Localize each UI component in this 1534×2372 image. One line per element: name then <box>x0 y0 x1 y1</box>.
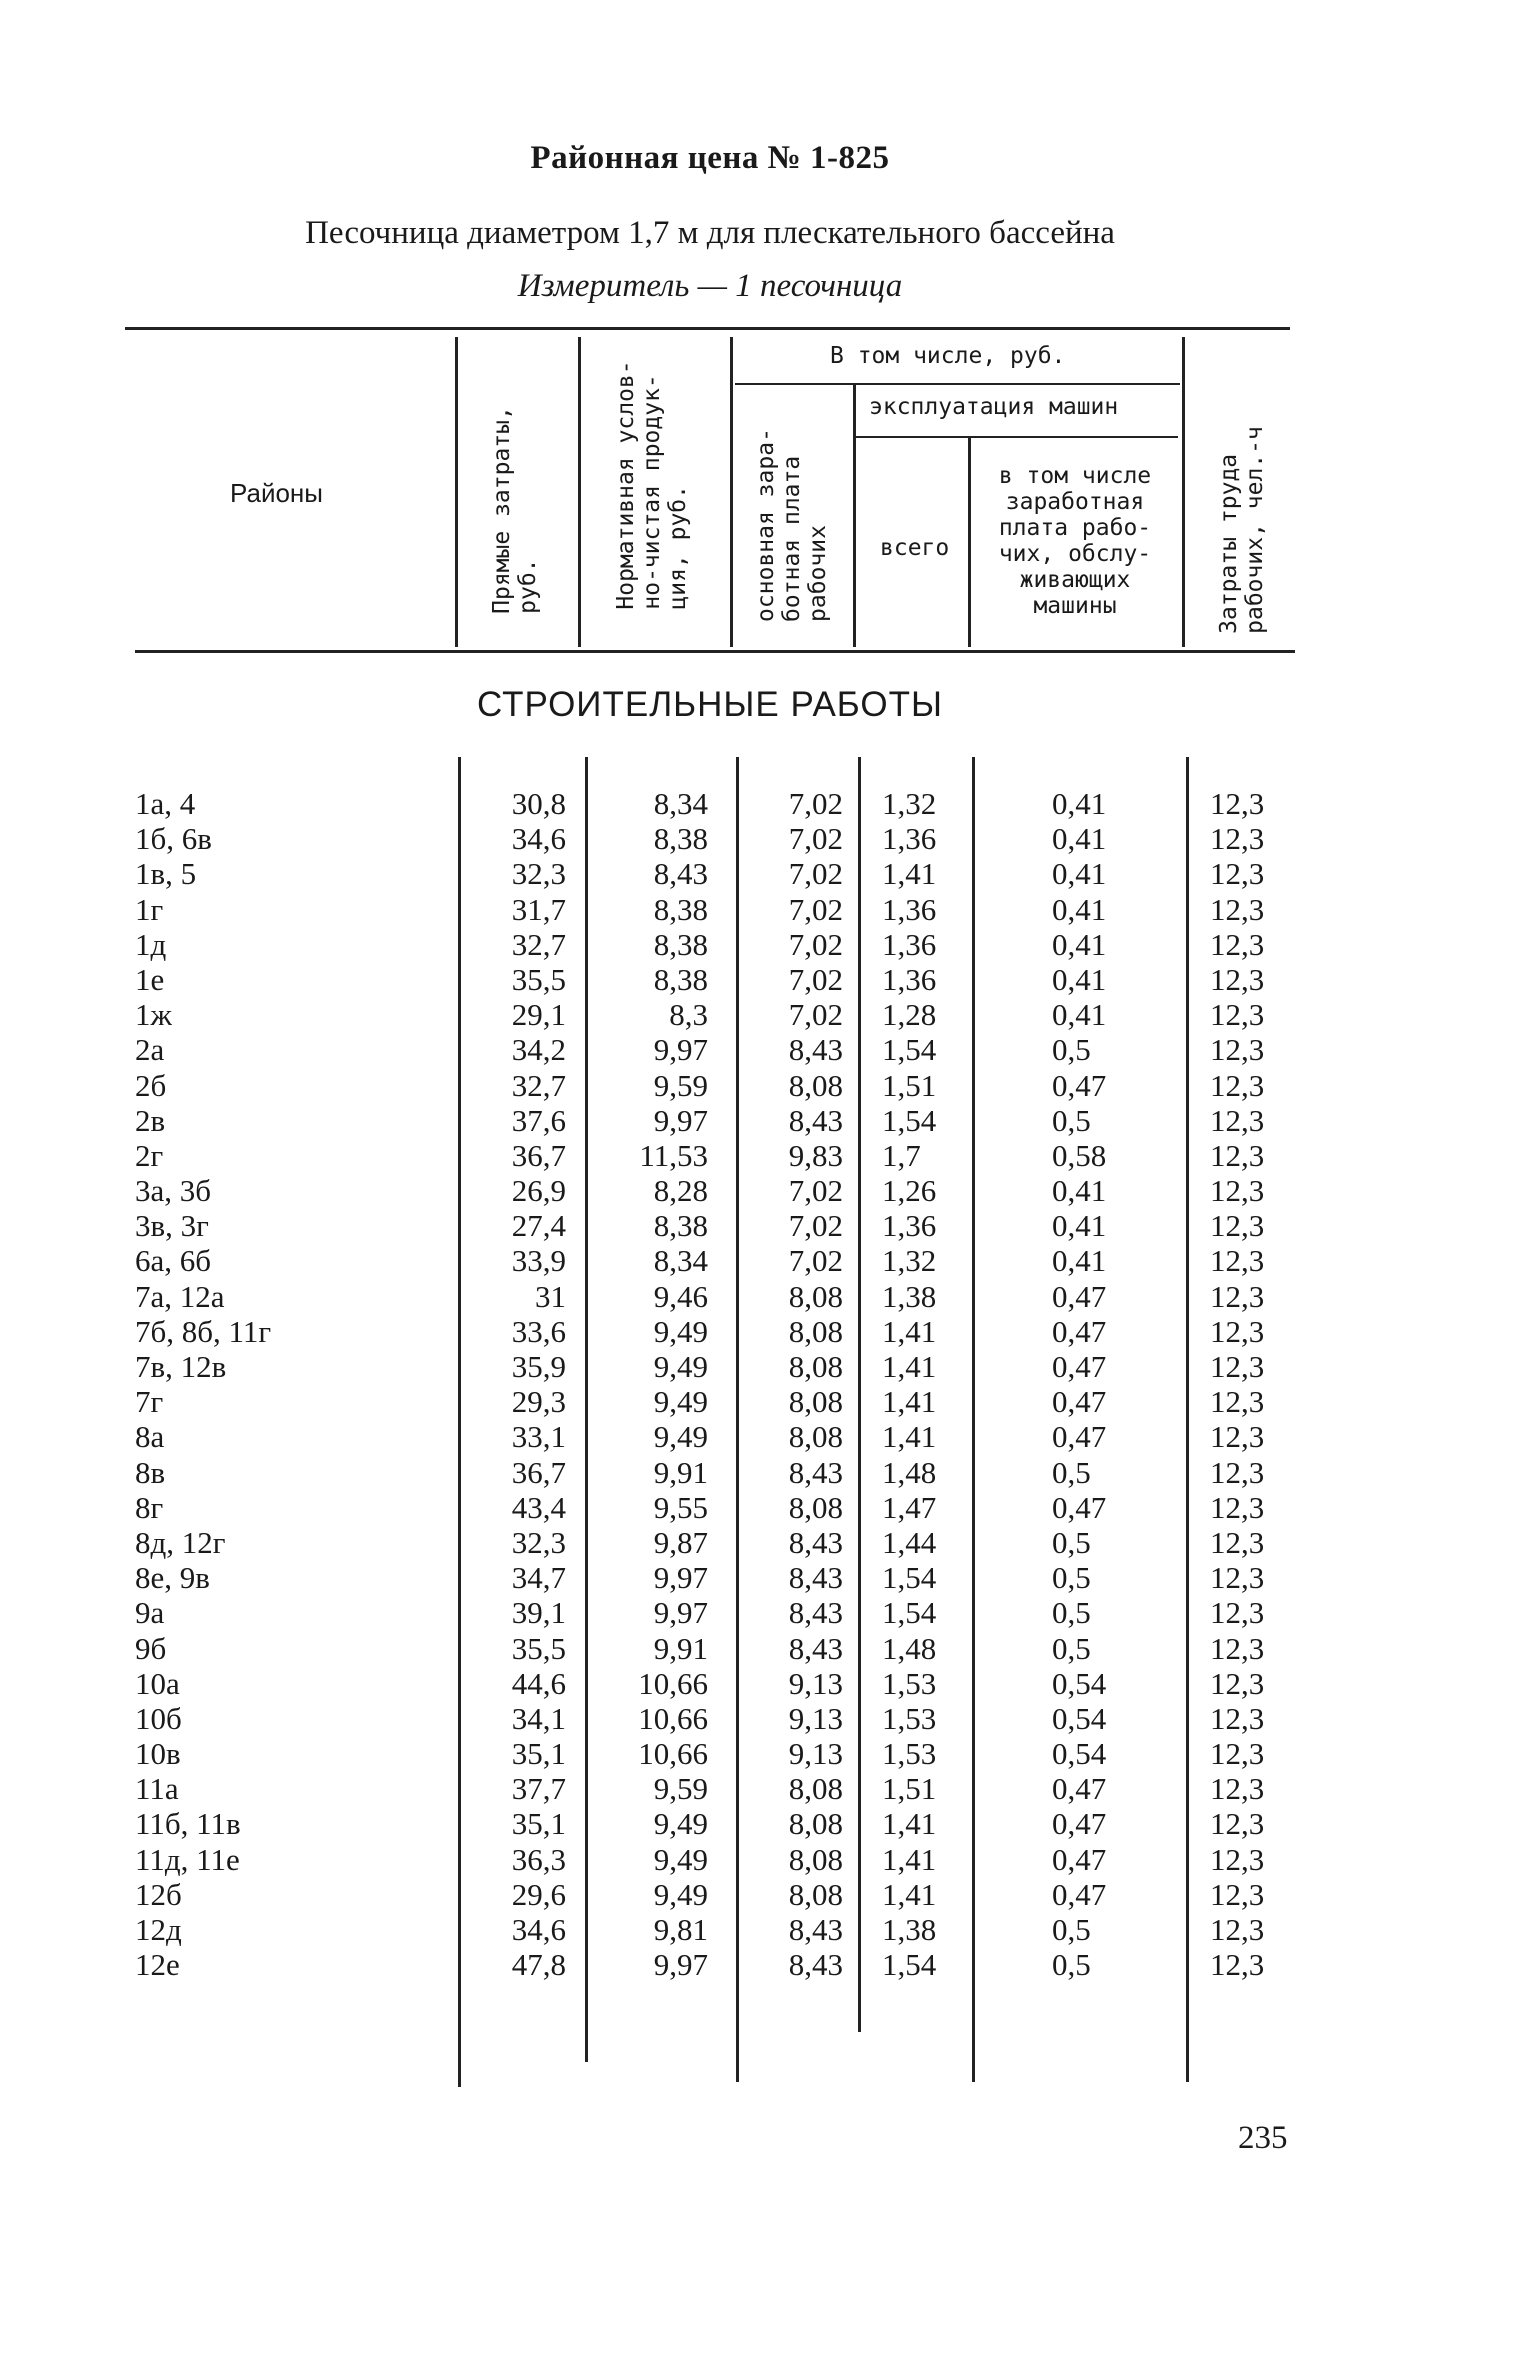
machine-wage-cell: 0,47 <box>1052 1419 1107 1455</box>
machine-wage-cell: 0,5 <box>1052 1630 1091 1666</box>
region-cell: 2б <box>135 1067 167 1103</box>
region-cell: 8а <box>135 1419 165 1455</box>
base-wage-cell: 7,02 <box>788 1208 843 1244</box>
direct-costs-cell: 33,6 <box>511 1313 566 1349</box>
header-vline-5 <box>968 438 971 647</box>
machine-total-cell: 1,53 <box>882 1665 937 1701</box>
labor-cell: 12,3 <box>1210 1560 1265 1596</box>
normative-cell: 8,3 <box>669 997 708 1033</box>
table-row <box>0 962 1534 997</box>
region-cell: 1б, 6в <box>135 821 212 857</box>
direct-costs-cell: 34,2 <box>511 1032 566 1068</box>
direct-costs-cell: 47,8 <box>511 1947 566 1983</box>
header-machine-op: эксплуатация машин <box>869 394 1119 420</box>
labor-cell: 12,3 <box>1210 821 1265 857</box>
base-wage-cell: 8,08 <box>788 1349 843 1384</box>
machine-wage-cell: 0,5 <box>1052 1947 1091 1983</box>
normative-cell: 9,81 <box>653 1912 708 1947</box>
table-top-rule <box>125 327 1290 330</box>
labor-cell: 12,3 <box>1210 1841 1265 1877</box>
labor-cell: 12,3 <box>1210 1419 1265 1455</box>
machine-total-cell: 1,41 <box>882 1419 937 1455</box>
table-row <box>0 1032 1534 1067</box>
header-direct-costs: Прямые затраты, руб. <box>489 406 541 614</box>
header-machine-total: всего <box>880 535 950 561</box>
table-row <box>0 1455 1534 1490</box>
base-wage-cell: 8,08 <box>788 1841 843 1877</box>
direct-costs-cell: 33,1 <box>511 1419 566 1455</box>
machine-wage-cell: 0,5 <box>1052 1454 1091 1490</box>
machine-total-cell: 1,36 <box>882 1208 937 1244</box>
base-wage-cell: 8,43 <box>788 1630 843 1666</box>
normative-cell: 9,49 <box>653 1384 708 1420</box>
table-row <box>0 1736 1534 1771</box>
machine-total-cell: 1,41 <box>882 1349 937 1384</box>
machine-wage-cell: 0,41 <box>1052 926 1107 962</box>
header-including: В том числе, руб. <box>830 343 1066 369</box>
machine-total-cell: 1,54 <box>882 1032 937 1068</box>
machine-wage-cell: 0,47 <box>1052 1067 1107 1103</box>
direct-costs-cell: 29,1 <box>511 997 566 1033</box>
machine-wage-cell: 0,54 <box>1052 1700 1107 1736</box>
labor-cell: 12,3 <box>1210 1278 1265 1314</box>
region-cell: 8в <box>135 1454 166 1490</box>
machine-wage-cell: 0,47 <box>1052 1876 1107 1912</box>
normative-cell: 9,49 <box>653 1313 708 1349</box>
table-row <box>0 1490 1534 1525</box>
direct-costs-cell: 35,5 <box>511 961 566 997</box>
table-row <box>0 1771 1534 1806</box>
machine-total-cell: 1,54 <box>882 1947 937 1983</box>
table-row <box>0 1701 1534 1736</box>
machine-wage-cell: 0,47 <box>1052 1771 1107 1807</box>
machine-wage-cell: 0,47 <box>1052 1489 1107 1525</box>
base-wage-cell: 8,08 <box>788 1771 843 1807</box>
machine-total-cell: 1,41 <box>882 1841 937 1877</box>
region-cell: 10б <box>135 1700 182 1736</box>
labor-cell: 12,3 <box>1210 1102 1265 1138</box>
normative-cell: 9,91 <box>653 1454 708 1490</box>
labor-cell: 12,3 <box>1210 1912 1265 1947</box>
normative-cell: 9,87 <box>653 1524 708 1560</box>
table-row <box>0 892 1534 927</box>
machine-wage-cell: 0,54 <box>1052 1736 1107 1772</box>
base-wage-cell: 7,02 <box>788 786 843 821</box>
labor-cell: 12,3 <box>1210 1771 1265 1807</box>
labor-cell: 12,3 <box>1210 961 1265 997</box>
direct-costs-cell: 36,7 <box>511 1137 566 1173</box>
region-cell: 1е <box>135 961 165 997</box>
labor-cell: 12,3 <box>1210 1454 1265 1490</box>
region-cell: 11б, 11в <box>135 1806 241 1842</box>
table-row <box>0 927 1534 962</box>
labor-cell: 12,3 <box>1210 786 1265 821</box>
normative-cell: 8,38 <box>653 891 708 927</box>
table-row <box>0 1349 1534 1384</box>
normative-cell: 8,34 <box>653 1243 708 1279</box>
machine-total-cell: 1,51 <box>882 1067 937 1103</box>
labor-cell: 12,3 <box>1210 926 1265 962</box>
region-cell: 10а <box>135 1665 180 1701</box>
base-wage-cell: 8,08 <box>788 1876 843 1912</box>
direct-costs-cell: 29,3 <box>511 1384 566 1420</box>
table-row <box>0 1314 1534 1349</box>
region-cell: 1в, 5 <box>135 856 197 892</box>
labor-cell: 12,3 <box>1210 856 1265 892</box>
base-wage-cell: 8,43 <box>788 1947 843 1983</box>
base-wage-cell: 8,43 <box>788 1912 843 1947</box>
base-wage-cell: 8,43 <box>788 1102 843 1138</box>
table-body <box>0 786 1534 1982</box>
region-cell: 2в <box>135 1102 166 1138</box>
direct-costs-cell: 34,7 <box>511 1560 566 1596</box>
machine-wage-cell: 0,47 <box>1052 1806 1107 1842</box>
labor-cell: 12,3 <box>1210 1595 1265 1631</box>
table-row <box>0 1068 1534 1103</box>
machine-wage-cell: 0,41 <box>1052 891 1107 927</box>
region-cell: 10в <box>135 1736 181 1772</box>
labor-cell: 12,3 <box>1210 997 1265 1033</box>
header-machine-wage: в том числе заработная плата рабо- чих, обслу- живающих машины <box>998 463 1152 619</box>
machine-wage-cell: 0,41 <box>1052 786 1107 821</box>
base-wage-cell: 8,08 <box>788 1806 843 1842</box>
machine-total-cell: 1,38 <box>882 1278 937 1314</box>
machine-wage-cell: 0,41 <box>1052 961 1107 997</box>
base-wage-cell: 8,43 <box>788 1524 843 1560</box>
machine-wage-cell: 0,54 <box>1052 1665 1107 1701</box>
including-rule <box>735 383 1180 385</box>
normative-cell: 8,43 <box>653 856 708 892</box>
table-row <box>0 856 1534 891</box>
labor-cell: 12,3 <box>1210 1630 1265 1666</box>
document-subtitle: Песочница диаметром 1,7 м для плескательного бассейна <box>305 215 1115 251</box>
labor-cell: 12,3 <box>1210 1700 1265 1736</box>
direct-costs-cell: 43,4 <box>511 1489 566 1525</box>
labor-cell: 12,3 <box>1210 1876 1265 1912</box>
machine-wage-cell: 0,5 <box>1052 1032 1091 1068</box>
table-row <box>0 1384 1534 1419</box>
normative-cell: 10,66 <box>638 1736 708 1772</box>
machine-total-cell: 1,41 <box>882 1806 937 1842</box>
normative-cell: 8,38 <box>653 821 708 857</box>
region-cell: 12е <box>135 1947 180 1983</box>
table-row <box>0 1208 1534 1243</box>
table-row <box>0 1138 1534 1173</box>
machine-total-cell: 1,41 <box>882 1313 937 1349</box>
machine-total-cell: 1,36 <box>882 821 937 857</box>
direct-costs-cell: 32,7 <box>511 1067 566 1103</box>
machine-wage-cell: 0,5 <box>1052 1595 1091 1631</box>
machine-wage-cell: 0,41 <box>1052 821 1107 857</box>
region-cell: 7а, 12а <box>135 1278 225 1314</box>
normative-cell: 8,34 <box>653 786 708 821</box>
machine-total-cell: 1,41 <box>882 1876 937 1912</box>
direct-costs-cell: 34,1 <box>511 1700 566 1736</box>
base-wage-cell: 8,08 <box>788 1313 843 1349</box>
direct-costs-cell: 31 <box>535 1278 566 1314</box>
normative-cell: 9,59 <box>653 1771 708 1807</box>
machine-total-cell: 1,47 <box>882 1489 937 1525</box>
direct-costs-cell: 34,6 <box>511 1912 566 1947</box>
table-row <box>0 1912 1534 1947</box>
machine-wage-cell: 0,41 <box>1052 1243 1107 1279</box>
table-row <box>0 1666 1534 1701</box>
machine-wage-cell: 0,47 <box>1052 1841 1107 1877</box>
machine-total-cell: 1,48 <box>882 1630 937 1666</box>
direct-costs-cell: 32,3 <box>511 1524 566 1560</box>
document-title: Районная цена № 1-825 <box>530 140 890 176</box>
region-cell: 7г <box>135 1384 164 1420</box>
base-wage-cell: 7,02 <box>788 891 843 927</box>
table-row <box>0 1595 1534 1630</box>
normative-cell: 9,49 <box>653 1349 708 1384</box>
normative-cell: 9,97 <box>653 1595 708 1631</box>
normative-cell: 9,59 <box>653 1067 708 1103</box>
region-cell: 1ж <box>135 997 172 1033</box>
normative-cell: 9,49 <box>653 1806 708 1842</box>
region-cell: 8е, 9в <box>135 1560 210 1596</box>
labor-cell: 12,3 <box>1210 891 1265 927</box>
normative-cell: 9,97 <box>653 1560 708 1596</box>
header-normative: Нормативная услов- но-чистая продук- ция, руб. <box>613 360 691 610</box>
machine-total-cell: 1,32 <box>882 1243 937 1279</box>
labor-cell: 12,3 <box>1210 1243 1265 1279</box>
machine-total-cell: 1,53 <box>882 1736 937 1772</box>
machine-wage-cell: 0,41 <box>1052 1208 1107 1244</box>
region-cell: 7в, 12в <box>135 1349 227 1384</box>
labor-cell: 12,3 <box>1210 1032 1265 1068</box>
normative-cell: 8,28 <box>653 1173 708 1209</box>
machine-wage-cell: 0,5 <box>1052 1912 1091 1947</box>
labor-cell: 12,3 <box>1210 1137 1265 1173</box>
machine-total-cell: 1,53 <box>882 1700 937 1736</box>
base-wage-cell: 8,08 <box>788 1067 843 1103</box>
direct-costs-cell: 36,7 <box>511 1454 566 1490</box>
direct-costs-cell: 35,9 <box>511 1349 566 1384</box>
machine-wage-cell: 0,41 <box>1052 1173 1107 1209</box>
table-row <box>0 1525 1534 1560</box>
base-wage-cell: 7,02 <box>788 1243 843 1279</box>
normative-cell: 9,46 <box>653 1278 708 1314</box>
table-row <box>0 1947 1534 1982</box>
machine-wage-cell: 0,47 <box>1052 1278 1107 1314</box>
base-wage-cell: 8,43 <box>788 1454 843 1490</box>
table-row <box>0 821 1534 856</box>
region-cell: 1а, 4 <box>135 786 196 821</box>
machine-wage-cell: 0,5 <box>1052 1524 1091 1560</box>
labor-cell: 12,3 <box>1210 1524 1265 1560</box>
direct-costs-cell: 31,7 <box>511 891 566 927</box>
labor-cell: 12,3 <box>1210 1349 1265 1384</box>
header-base-wage: основная зара- ботная плата рабочих <box>753 428 831 622</box>
header-vline-6 <box>1182 337 1185 647</box>
region-cell: 2г <box>135 1137 164 1173</box>
direct-costs-cell: 27,4 <box>511 1208 566 1244</box>
region-cell: 9а <box>135 1595 165 1631</box>
region-cell: 7б, 8б, 11г <box>135 1313 272 1349</box>
direct-costs-cell: 37,6 <box>511 1102 566 1138</box>
table-row <box>0 1877 1534 1912</box>
region-cell: 11д, 11е <box>135 1841 240 1877</box>
table-row <box>0 1419 1534 1454</box>
machine-wage-cell: 0,47 <box>1052 1384 1107 1420</box>
machine-wage-cell: 0,47 <box>1052 1349 1107 1384</box>
direct-costs-cell: 37,7 <box>511 1771 566 1807</box>
base-wage-cell: 7,02 <box>788 926 843 962</box>
machine-wage-cell: 0,5 <box>1052 1560 1091 1596</box>
normative-cell: 11,53 <box>639 1137 708 1173</box>
base-wage-cell: 8,43 <box>788 1032 843 1068</box>
table-row <box>0 1279 1534 1314</box>
normative-cell: 8,38 <box>653 1208 708 1244</box>
normative-cell: 9,49 <box>653 1841 708 1877</box>
machine-total-cell: 1,41 <box>882 1384 937 1420</box>
normative-cell: 9,55 <box>653 1489 708 1525</box>
table-row <box>0 1560 1534 1595</box>
machine-total-cell: 1,36 <box>882 891 937 927</box>
direct-costs-cell: 36,3 <box>511 1841 566 1877</box>
direct-costs-cell: 44,6 <box>511 1665 566 1701</box>
base-wage-cell: 7,02 <box>788 961 843 997</box>
base-wage-cell: 8,08 <box>788 1489 843 1525</box>
table-header-bottom-rule <box>135 650 1295 653</box>
measure-unit: Измеритель — 1 песочница <box>517 268 903 304</box>
machine-wage-cell: 0,5 <box>1052 1102 1091 1138</box>
machine-total-cell: 1,41 <box>882 856 937 892</box>
machine-total-cell: 1,36 <box>882 961 937 997</box>
base-wage-cell: 7,02 <box>788 997 843 1033</box>
region-cell: 11а <box>135 1771 179 1807</box>
base-wage-cell: 9,13 <box>788 1700 843 1736</box>
normative-cell: 9,97 <box>653 1947 708 1983</box>
labor-cell: 12,3 <box>1210 1208 1265 1244</box>
normative-cell: 9,49 <box>653 1876 708 1912</box>
base-wage-cell: 8,08 <box>788 1384 843 1420</box>
direct-costs-cell: 32,3 <box>511 856 566 892</box>
region-cell: 3а, 3б <box>135 1173 212 1209</box>
labor-cell: 12,3 <box>1210 1806 1265 1842</box>
machine-total-cell: 1,26 <box>882 1173 937 1209</box>
direct-costs-cell: 39,1 <box>511 1595 566 1631</box>
base-wage-cell: 8,08 <box>788 1278 843 1314</box>
machine-wage-cell: 0,47 <box>1052 1313 1107 1349</box>
region-cell: 3в, 3г <box>135 1208 209 1244</box>
region-cell: 1д <box>135 926 167 962</box>
table-row <box>0 786 1534 821</box>
labor-cell: 12,3 <box>1210 1067 1265 1103</box>
base-wage-cell: 7,02 <box>788 856 843 892</box>
normative-cell: 9,97 <box>653 1102 708 1138</box>
table-row <box>0 1631 1534 1666</box>
direct-costs-cell: 29,6 <box>511 1876 566 1912</box>
machine-total-cell: 1,54 <box>882 1102 937 1138</box>
machine-wage-cell: 0,41 <box>1052 856 1107 892</box>
direct-costs-cell: 35,1 <box>511 1806 566 1842</box>
labor-cell: 12,3 <box>1210 1489 1265 1525</box>
labor-cell: 12,3 <box>1210 1313 1265 1349</box>
table-row <box>0 1173 1534 1208</box>
table-row <box>0 1806 1534 1841</box>
machine-rule <box>855 436 1178 438</box>
machine-total-cell: 1,54 <box>882 1595 937 1631</box>
machine-total-cell: 1,28 <box>882 997 937 1033</box>
normative-cell: 10,66 <box>638 1665 708 1701</box>
machine-total-cell: 1,38 <box>882 1912 937 1947</box>
labor-cell: 12,3 <box>1210 1665 1265 1701</box>
machine-total-cell: 1,51 <box>882 1771 937 1807</box>
header-labor: Затраты труда рабочих, чел.-ч <box>1216 426 1268 634</box>
header-vline-4 <box>853 385 856 647</box>
normative-cell: 9,91 <box>653 1630 708 1666</box>
header-vline-1 <box>455 337 458 647</box>
base-wage-cell: 8,43 <box>788 1560 843 1596</box>
machine-total-cell: 1,48 <box>882 1454 937 1490</box>
labor-cell: 12,3 <box>1210 1736 1265 1772</box>
header-regions: Районы <box>230 478 323 508</box>
header-vline-2 <box>578 337 581 647</box>
normative-cell: 9,97 <box>653 1032 708 1068</box>
table-row <box>0 997 1534 1032</box>
base-wage-cell: 9,13 <box>788 1736 843 1772</box>
machine-total-cell: 1,32 <box>882 786 937 821</box>
direct-costs-cell: 32,7 <box>511 926 566 962</box>
base-wage-cell: 9,13 <box>788 1665 843 1701</box>
region-cell: 8г <box>135 1489 164 1525</box>
base-wage-cell: 9,83 <box>788 1137 843 1173</box>
direct-costs-cell: 30,8 <box>511 786 566 821</box>
labor-cell: 12,3 <box>1210 1384 1265 1420</box>
region-cell: 12д <box>135 1912 182 1947</box>
table-row <box>0 1103 1534 1138</box>
machine-total-cell: 1,36 <box>882 926 937 962</box>
region-cell: 9б <box>135 1630 167 1666</box>
section-heading: СТРОИТЕЛЬНЫЕ РАБОТЫ <box>477 685 943 724</box>
table-row <box>0 1243 1534 1278</box>
base-wage-cell: 7,02 <box>788 1173 843 1209</box>
labor-cell: 12,3 <box>1210 1173 1265 1209</box>
labor-cell: 12,3 <box>1210 1947 1265 1983</box>
normative-cell: 8,38 <box>653 961 708 997</box>
normative-cell: 8,38 <box>653 926 708 962</box>
base-wage-cell: 8,43 <box>788 1595 843 1631</box>
region-cell: 1г <box>135 891 164 927</box>
machine-wage-cell: 0,41 <box>1052 997 1107 1033</box>
base-wage-cell: 7,02 <box>788 821 843 857</box>
page-number: 235 <box>1238 2120 1288 2156</box>
machine-total-cell: 1,44 <box>882 1524 937 1560</box>
machine-wage-cell: 0,58 <box>1052 1137 1107 1173</box>
machine-total-cell: 1,7 <box>882 1137 921 1173</box>
region-cell: 12б <box>135 1876 182 1912</box>
region-cell: 2а <box>135 1032 165 1068</box>
direct-costs-cell: 34,6 <box>511 821 566 857</box>
machine-total-cell: 1,54 <box>882 1560 937 1596</box>
direct-costs-cell: 33,9 <box>511 1243 566 1279</box>
region-cell: 8д, 12г <box>135 1524 226 1560</box>
region-cell: 6а, 6б <box>135 1243 212 1279</box>
table-row <box>0 1842 1534 1877</box>
base-wage-cell: 8,08 <box>788 1419 843 1455</box>
direct-costs-cell: 35,1 <box>511 1736 566 1772</box>
direct-costs-cell: 35,5 <box>511 1630 566 1666</box>
normative-cell: 10,66 <box>638 1700 708 1736</box>
direct-costs-cell: 26,9 <box>511 1173 566 1209</box>
normative-cell: 9,49 <box>653 1419 708 1455</box>
header-vline-3 <box>730 337 733 647</box>
